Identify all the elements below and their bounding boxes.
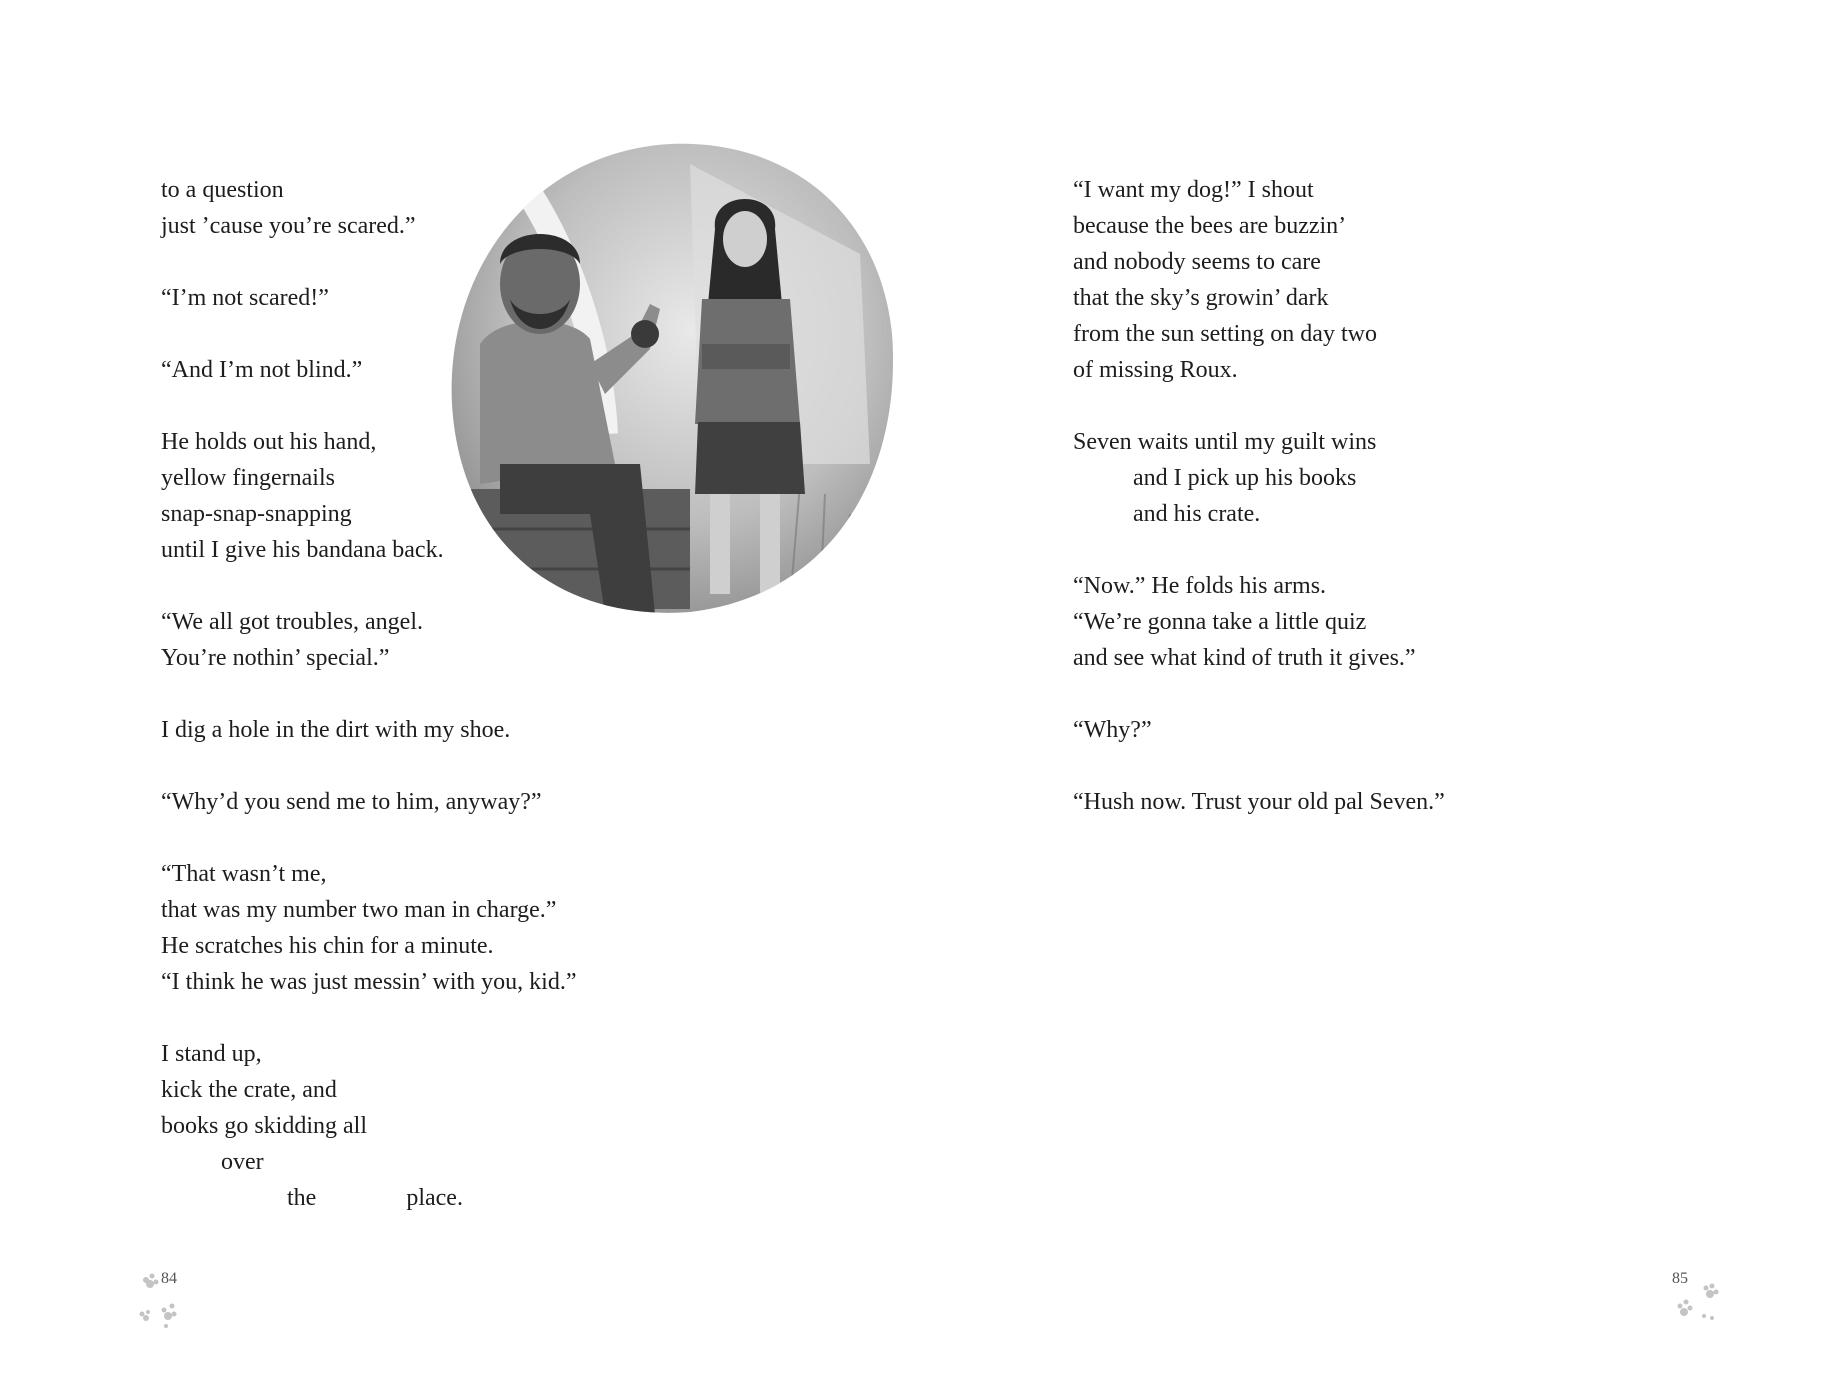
verse-line: the place.: [161, 1185, 463, 1211]
stanza-break: [1073, 748, 1445, 784]
stanza-break: [1073, 532, 1445, 568]
verse-line: “And I’m not blind.”: [161, 357, 363, 383]
verse-line: from the sun setting on day two: [1073, 321, 1377, 347]
stanza-break: [161, 1000, 577, 1036]
verse-line: and nobody seems to care: [1073, 249, 1321, 275]
right-page-verse: [1073, 172, 1445, 820]
verse-line: “We’re gonna take a little quiz: [1073, 609, 1367, 635]
verse-line: Seven waits until my guilt wins: [1073, 429, 1377, 455]
verse-line: that the sky’s growin’ dark: [1073, 285, 1329, 311]
verse-line: You’re nothin’ special.”: [161, 645, 390, 671]
verse-line: I stand up,: [161, 1041, 262, 1067]
verse-line: and I pick up his books: [1073, 465, 1357, 491]
verse-line: “Hush now. Trust your old pal Seven.”: [1073, 789, 1445, 815]
page-number-left: 84: [161, 1270, 177, 1287]
page-number-right: 85: [1672, 1270, 1688, 1287]
verse-line: kick the crate, and: [161, 1077, 337, 1103]
stanza-break: [1073, 388, 1445, 424]
stanza-break: [161, 748, 577, 784]
verse-line: “We all got troubles, angel.: [161, 609, 423, 635]
verse-line: until I give his bandana back.: [161, 537, 444, 563]
verse-line: “Now.” He folds his arms.: [1073, 573, 1327, 599]
verse-line: because the bees are buzzin’: [1073, 213, 1347, 239]
stanza-break: [161, 676, 577, 712]
verse-line: of missing Roux.: [1073, 357, 1238, 383]
right-page: [920, 0, 1840, 1400]
verse-line: to a question: [161, 177, 284, 203]
verse-line: snap-snap-snapping: [161, 501, 352, 527]
verse-line: “I’m not scared!”: [161, 285, 329, 311]
paw-prints-icon: [1672, 1280, 1732, 1340]
verse-line: “That wasn’t me,: [161, 861, 327, 887]
illustration-man-and-girl: [440, 134, 900, 624]
verse-line: “I want my dog!” I shout: [1073, 177, 1314, 203]
verse-line: and his crate.: [1073, 501, 1261, 527]
stanza-break: [161, 820, 577, 856]
verse-line: He holds out his hand,: [161, 429, 377, 455]
stanza-break: [1073, 676, 1445, 712]
verse-line: over: [161, 1149, 264, 1175]
verse-line: just ’cause you’re scared.”: [161, 213, 416, 239]
verse-line: yellow fingernails: [161, 465, 335, 491]
verse-line: “I think he was just messin’ with you, kid.”: [161, 969, 577, 995]
verse-line: “Why?”: [1073, 717, 1152, 743]
verse-line: I dig a hole in the dirt with my shoe.: [161, 717, 511, 743]
verse-line: He scratches his chin for a minute.: [161, 933, 494, 959]
verse-line: “Why’d you send me to him, anyway?”: [161, 789, 542, 815]
verse-line: and see what kind of truth it gives.”: [1073, 645, 1416, 671]
verse-line: that was my number two man in charge.”: [161, 897, 557, 923]
verse-line: books go skidding all: [161, 1113, 368, 1139]
